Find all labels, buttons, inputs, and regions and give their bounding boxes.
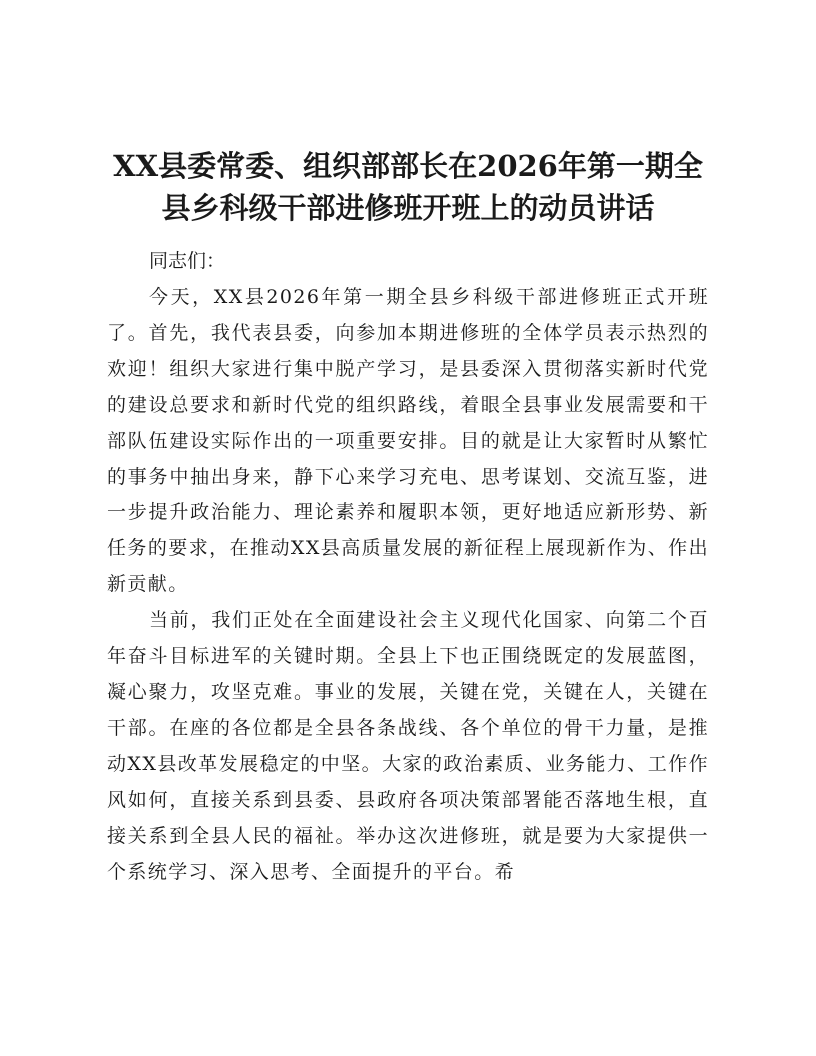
paragraph-2: 当前，我们正处在全面建设社会主义现代化国家、向第二个百年奋斗目标进军的关键时期。全县上下也正围绕既定的发展蓝图，凝心聚力，攻坚克难。事业的发展，关键在党，关键在人，关键在干部。在座的各位都是全县各条战线、各个单位的骨干力量，是推动XX县改革发展稳定的中坚。大家的政治素质、业务能力、工作作风如何，直接关系到县委、县政府各项决策部署能否落地生根，直接关系到全县人民的福祉。举办这次进修班，就是要为大家提供一个系统学习、深入思考、全面提升的平台。希 [107, 609, 709, 883]
paragraph-1: 今天，XX县2026年第一期全县乡科级干部进修班正式开班了。首先，我代表县委，向参加本期进修班的全体学员表示热烈的欢迎！组织大家进行集中脱产学习，是县委深入贯彻落实新时代党的建设总要求和新时代党的组织路线，着眼全县事业发展需要和干部队伍建设实际作出的一项重要安排。目的就是让大家暂时从繁忙的事务中抽出身来，静下心来学习充电、思考谋划、交流互鉴，进一步提升政治能力、理论素养和履职本领，更好地适应新形势、新任务的要求，在推动XX县高质量发展的新征程上展现新作为、作出新贡献。 [107, 286, 709, 596]
document-body [107, 244, 709, 890]
title-line-2: 县乡科级干部进修班开班上的动员讲话 [161, 191, 655, 225]
salutation: 同志们： [149, 250, 226, 272]
title-line-1: XX县委常委、组织部部长在2026年第一期全 [113, 149, 703, 183]
document-title [100, 145, 716, 229]
